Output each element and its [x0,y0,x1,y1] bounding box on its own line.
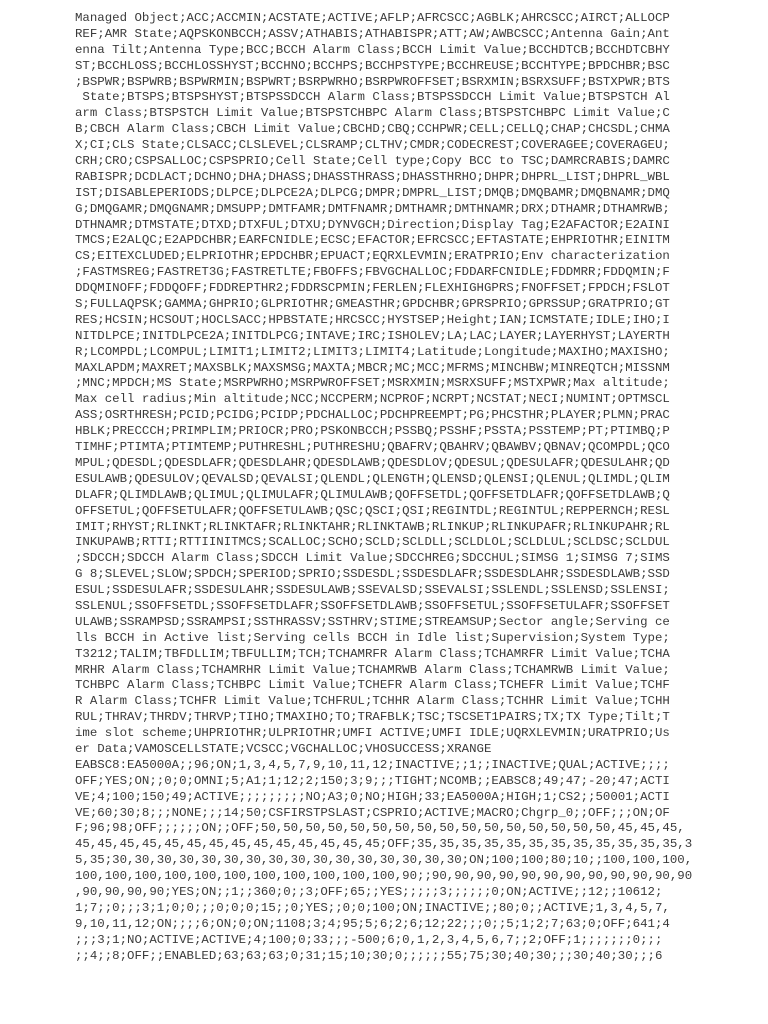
text-line: ,90,90,90,90;YES;ON;;1;;360;0;;3;OFF;65;;YES;;;;;3;;;;;;0;ON;ACTIVE;;12;;10612; [75,884,663,899]
text-line: ;;;3;1;NO;ACTIVE;ACTIVE;4;100;0;33;;;-500;6;0,1,2,3,4,5,6,7;;2;OFF;1;;;;;;;0;;; [75,932,663,947]
text-line: lls BCCH in Active list;Serving cells BCCH in Idle list;Supervision;System Type; [75,630,670,645]
text-line: X;CI;CLS State;CLSACC;CLSLEVEL;CLSRAMP;CLTHV;CMDR;CODECREST;COVERAGEE;COVERAGEU; [75,138,670,153]
text-line: enna Tilt;Antenna Type;BCC;BCCH Alarm Class;BCCH Limit Value;BCCHDTCB;BCCHDTCBHY [75,42,670,57]
text-line: REF;AMR State;AQPSKONBCCH;ASSV;ATHABIS;ATHABISPR;ATT;AW;AWBCSCC;Antenna Gain;Ant [75,26,670,41]
text-line: ESUL;SSDESULAFR;SSDESULAHR;SSDESULAWB;SSEVALSD;SSEVALSI;SSLENDL;SSLENSD;SSLENSI; [75,583,670,598]
text-line: S;FULLAQPSK;GAMMA;GHPRIO;GLPRIOTHR;GMEASTHR;GPDCHBR;GPRSPRIO;GPRSSUP;GRATPRIO;GT [75,297,670,312]
text-line: 100,100,100,100,100,100,100,100,100,100,100,90;;90,90,90,90,90,90,90,90,90,90,90,90 [75,869,693,884]
text-line: OFFSETUL;QOFFSETULAFR;QOFFSETULAWB;QSC;QSCI;QSI;REGINTDL;REGINTUL;REPPERNCH;RESL [75,503,670,518]
text-line: RUL;THRAV;THRDV;THRVP;TIHO;TMAXIHO;TO;TRAFBLK;TSC;TSCSET1PAIRS;TX;TX Type;Tilt;T [75,710,670,725]
text-line: RABISPR;DCDLACT;DCHNO;DHA;DHASS;DHASSTHRASS;DHASSTHRHO;DHPR;DHPRL_LIST;DHPRL_WBL [75,169,670,184]
text-line: MRHR Alarm Class;TCHAMRHR Limit Value;TCHAMRWB Alarm Class;TCHAMRWB Limit Value; [75,662,670,677]
text-line: IMIT;RHYST;RLINKT;RLINKTAFR;RLINKTAHR;RLINKTAWB;RLINKUP;RLINKUPAFR;RLINKUPAHR;RL [75,519,670,534]
text-line: ;;4;;8;OFF;;ENABLED;63;63;63;0;31;15;10;30;0;;;;;;55;75;30;40;30;;;30;40;30;;;6 [75,948,663,963]
text-line: CRH;CRO;CSPSALLOC;CSPSPRIO;Cell State;Cell type;Copy BCC to TSC;DAMRCRABIS;DAMRC [75,154,670,169]
text-line: ASS;OSRTHRESH;PCID;PCIDG;PCIDP;PDCHALLOC;PDCHPREEMPT;PG;PHCSTHR;PLAYER;PLMN;PRAC [75,408,670,423]
text-line: R;LCOMPDL;LCOMPUL;LIMIT1;LIMIT2;LIMIT3;LIMIT4;Latitude;Longitude;MAXIHO;MAXISHO; [75,344,670,359]
text-line: DTHNAMR;DTMSTATE;DTXD;DTXFUL;DTXU;DYNVGCH;Direction;Display Tag;E2AFACTOR;E2AINI [75,217,670,232]
text-line: 9,10,11,12;ON;;;;6;ON;0;ON;1108;3;4;95;5;6;2;6;12;22;;;0;;5;1;2;7;63;0;OFF;641;4 [75,916,670,931]
text-line: T3212;TALIM;TBFDLLIM;TBFULLIM;TCH;TCHAMRFR Alarm Class;TCHAMRFR Limit Value;TCHA [75,646,670,661]
text-line: ;SDCCH;SDCCH Alarm Class;SDCCH Limit Value;SDCCHREG;SDCCHUL;SIMSG 1;SIMSG 7;SIMS [75,551,670,566]
text-line: EABSC8:EA5000A;;96;ON;1,3,4,5,7,9,10,11,12;INACTIVE;;1;;INACTIVE;QUAL;ACTIVE;;;; [75,757,670,772]
text-line: MAXLAPDM;MAXRET;MAXSBLK;MAXSMSG;MAXTA;MBCR;MC;MCC;MFRMS;MINCHBW;MINREQTCH;MISSNM [75,360,670,375]
text-line: ime slot scheme;UHPRIOTHR;ULPRIOTHR;UMFI ACTIVE;UMFI IDLE;UQRXLEVMIN;URATPRIO;Us [75,726,670,741]
text-line: G;DMQGAMR;DMQGNAMR;DMSUPP;DMTFAMR;DMTFNAMR;DMTHAMR;DMTHNAMR;DRX;DTHAMR;DTHAMRWB; [75,201,670,216]
text-line: VE;60;30;8;;;NONE;;;14;50;CSFIRSTPSLAST;CSPRIO;ACTIVE;MACRO;Chgrp_0;;OFF;;;ON;OF [75,805,670,820]
text-line: 45,45,45,45,45,45,45,45,45,45,45,45,45,45;OFF;35,35,35,35,35,35,35,35,35,35,35,35,3 [75,837,693,852]
text-line: DDQMINOFF;FDDQOFF;FDDREPTHR2;FDDRSCPMIN;FERLEN;FLEXHIGHGPRS;FNOFFSET;FPDCH;FSLOT [75,281,670,296]
text-line: TIMHF;PTIMTA;PTIMTEMP;PUTHRESHL;PUTHRESHU;QBAFRV;QBAHRV;QBAWBV;QBNAV;QCOMPDL;QCO [75,440,670,455]
text-line: HBLK;PRECCCH;PRIMPLIM;PRIOCR;PRO;PSKONBCCH;PSSBQ;PSSHF;PSSTA;PSSTEMP;PT;PTIMBQ;P [75,424,670,439]
text-line: IST;DISABLEPERIODS;DLPCE;DLPCE2A;DLPCG;DMPR;DMPRL_LIST;DMQB;DMQBAMR;DMQBNAMR;DMQ [75,185,670,200]
text-line: TCHBPC Alarm Class;TCHBPC Limit Value;TCHEFR Alarm Class;TCHEFR Limit Value;TCHF [75,678,670,693]
text-line: er Data;VAMOSCELLSTATE;VCSCC;VGCHALLOC;VHOSUCCESS;XRANGE [75,741,492,756]
text-line: ;MNC;MPDCH;MS State;MSRPWRHO;MSRPWROFFSET;MSRXMIN;MSRXSUFF;MSTXPWR;Max altitude; [75,376,670,391]
text-line: SSLENUL;SSOFFSETDL;SSOFFSETDLAFR;SSOFFSETDLAWB;SSOFFSETUL;SSOFFSETULAFR;SSOFFSET [75,598,670,613]
text-line: RES;HCSIN;HCSOUT;HOCLSACC;HPBSTATE;HRCSCC;HYSTSEP;Height;IAN;ICMSTATE;IDLE;IHO;I [75,312,670,327]
text-line: R Alarm Class;TCHFR Limit Value;TCHFRUL;TCHHR Alarm Class;TCHHR Limit Value;TCHH [75,694,670,709]
text-line: TMCS;E2ALQC;E2APDCHBR;EARFCNIDLE;ECSC;EFACTOR;EFRCSCC;EFTASTATE;EHPRIOTHR;EINITM [75,233,670,248]
text-line: CS;EITEXCLUDED;ELPRIOTHR;EPDCHBR;EPUACT;EQRXLEVMIN;ERATPRIO;Env characterization [75,249,670,264]
text-line: ULAWB;SSRAMPSD;SSRAMPSI;SSTHRASSV;SSTHRV;STIME;STREAMSUP;Sector angle;Serving ce [75,614,670,629]
text-line: 5,35;30,30,30,30,30,30,30,30,30,30,30,30,30,30,30,30;ON;100;100;80;10;;100,100,100, [75,853,693,868]
text-line: 1;7;;0;;;3;1;0;0;;;0;0;0;15;;0;YES;;0;0;100;ON;INACTIVE;;80;0;;ACTIVE;1,3,4,5,7, [75,900,670,915]
text-line: arm Class;BTSPSTCH Limit Value;BTSPSTCHBPC Alarm Class;BTSPSTCHBPC Limit Value;C [75,106,670,121]
text-line: State;BTSPS;BTSPSHYST;BTSPSSDCCH Alarm Class;BTSPSSDCCH Limit Value;BTSPSTCH Al [75,90,670,105]
text-line: F;96;98;OFF;;;;;;ON;;OFF;50,50,50,50,50,50,50,50,50,50,50,50,50,50,50,50,45,45,45, [75,821,685,836]
text-line: ST;BCCHLOSS;BCCHLOSSHYST;BCCHNO;BCCHPS;BCCHPSTYPE;BCCHREUSE;BCCHTYPE;BPDCHBR;BSC [75,58,670,73]
text-line: ;BSPWR;BSPWRB;BSPWRMIN;BSPWRT;BSRPWRHO;BSRPWROFFSET;BSRXMIN;BSRXSUFF;BSTXPWR;BTS [75,74,670,89]
text-line: DLAFR;QLIMDLAWB;QLIMUL;QLIMULAFR;QLIMULAWB;QOFFSETDL;QOFFSETDLAFR;QOFFSETDLAWB;Q [75,487,670,502]
text-line: Max cell radius;Min altitude;NCC;NCCPERM;NCPROF;NCRPT;NCSTAT;NECI;NUMINT;OPTMSCL [75,392,670,407]
text-line: G 8;SLEVEL;SLOW;SPDCH;SPERIOD;SPRIO;SSDESDL;SSDESDLAFR;SSDESDLAHR;SSDESDLAWB;SSD [75,567,670,582]
csv-text-block [75,11,693,964]
text-line: INKUPAWB;RTTI;RTTIINITMCS;SCALLOC;SCHO;SCLD;SCLDLL;SCLDLOL;SCLDLUL;SCLDSC;SCLDUL [75,535,670,550]
text-line: ESULAWB;QDESULOV;QEVALSD;QEVALSI;QLENDL;QLENGTH;QLENSD;QLENSI;QLENUL;QLIMDL;QLIM [75,471,670,486]
text-line: MPUL;QDESDL;QDESDLAFR;QDESDLAHR;QDESDLAWB;QDESDLOV;QDESUL;QDESULAFR;QDESULAHR;QD [75,455,670,470]
text-line: ;FASTMSREG;FASTRET3G;FASTRETLTE;FBOFFS;FBVGCHALLOC;FDDARFCNIDLE;FDDMRR;FDDQMIN;F [75,265,670,280]
text-line: B;CBCH Alarm Class;CBCH Limit Value;CBCHD;CBQ;CCHPWR;CELL;CELLQ;CHAP;CHCSDL;CHMA [75,122,670,137]
text-line: Managed Object;ACC;ACCMIN;ACSTATE;ACTIVE;AFLP;AFRCSCC;AGBLK;AHRCSCC;AIRCT;ALLOCP [75,11,670,25]
text-line: VE;4;100;150;49;ACTIVE;;;;;;;;;NO;A3;0;NO;HIGH;33;EA5000A;HIGH;1;CS2;;50001;ACTI [75,789,670,804]
text-line: NITDLPCE;INITDLPCE2A;INITDLPCG;INTAVE;IRC;ISHOLEV;LA;LAC;LAYER;LAYERHYST;LAYERTH [75,328,670,343]
text-line: OFF;YES;ON;;0;0;OMNI;5;A1;1;12;2;150;3;9;;;TIGHT;NCOMB;;EABSC8;49;47;-20;47;ACTI [75,773,670,788]
